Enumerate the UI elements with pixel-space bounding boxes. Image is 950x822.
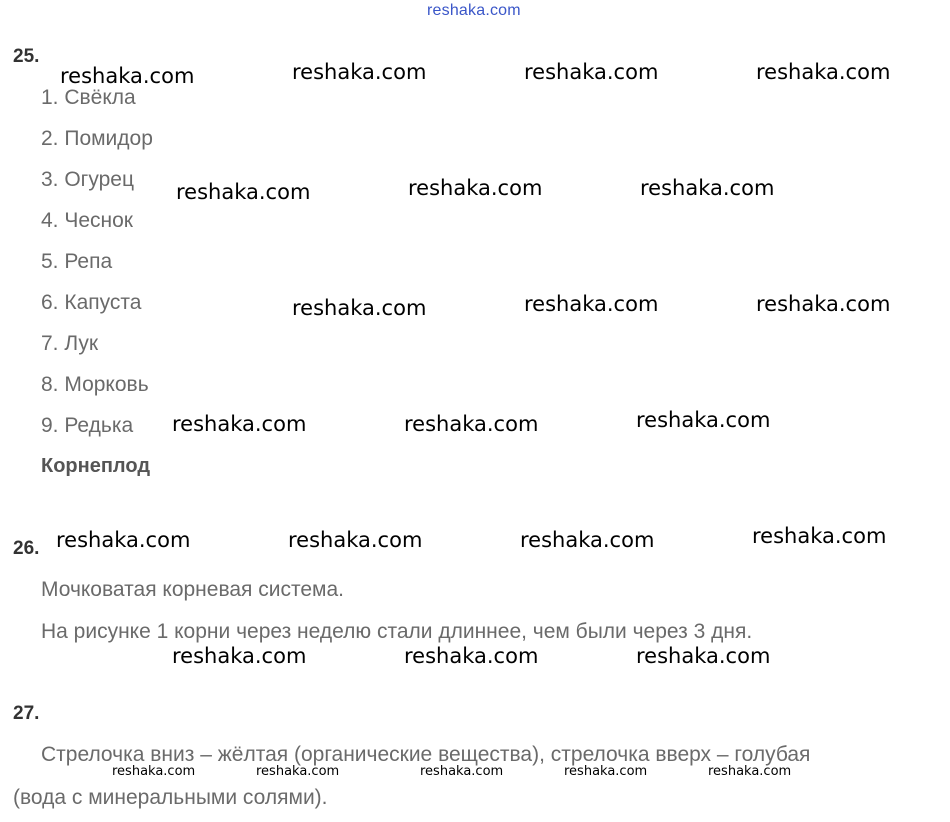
watermark: reshaka.com xyxy=(636,408,771,432)
watermark: reshaka.com xyxy=(756,292,891,316)
watermark: reshaka.com xyxy=(172,412,307,436)
watermark: reshaka.com xyxy=(636,644,771,668)
watermark: reshaka.com xyxy=(420,764,504,779)
watermark: reshaka.com xyxy=(172,644,307,668)
watermark: reshaka.com xyxy=(520,528,655,552)
list-item: 5. Репа xyxy=(41,250,113,273)
watermark: reshaka.com xyxy=(756,60,891,84)
watermark: reshaka.com xyxy=(708,764,792,779)
list-item: 3. Огурец xyxy=(41,168,134,191)
list-item: 2. Помидор xyxy=(41,127,153,150)
list-item: 4. Чеснок xyxy=(41,209,133,232)
watermark: reshaka.com xyxy=(524,292,659,316)
task-27-line-2: (вода с минеральными солями). xyxy=(13,786,328,809)
watermark: reshaka.com xyxy=(288,528,423,552)
watermark: reshaka.com xyxy=(404,412,539,436)
watermark: reshaka.com xyxy=(404,644,539,668)
watermark: reshaka.com xyxy=(60,64,195,88)
task-27-number: 27. xyxy=(13,703,40,724)
watermark: reshaka.com xyxy=(524,60,659,84)
task-25-number: 25. xyxy=(13,46,40,67)
header-watermark: reshaka.com xyxy=(427,2,521,19)
watermark: reshaka.com xyxy=(564,764,648,779)
watermark: reshaka.com xyxy=(292,60,427,84)
list-item: 8. Морковь xyxy=(41,373,149,396)
list-item: 9. Редька xyxy=(41,414,134,437)
task-26-line-2: На рисунке 1 корни через неделю стали длиннее, чем были через 3 дня. xyxy=(41,620,753,643)
watermark: reshaka.com xyxy=(752,524,887,548)
task-26-line-1: Мочковатая корневая система. xyxy=(41,578,345,601)
watermark: reshaka.com xyxy=(292,296,427,320)
list-item: 6. Капуста xyxy=(41,291,142,314)
watermark: reshaka.com xyxy=(56,528,191,552)
watermark: reshaka.com xyxy=(256,764,340,779)
watermark: reshaka.com xyxy=(408,176,543,200)
list-item: 1. Свёкла xyxy=(41,86,136,109)
watermark: reshaka.com xyxy=(640,176,775,200)
task-26-number: 26. xyxy=(13,538,40,559)
watermark: reshaka.com xyxy=(112,764,196,779)
task-25-answer: Корнеплод xyxy=(41,455,151,477)
list-item: 7. Лук xyxy=(41,332,99,355)
task-27-line-1: Стрелочка вниз – жёлтая (органические вещества), стрелочка вверх – голубая xyxy=(41,743,811,766)
watermark: reshaka.com xyxy=(176,180,311,204)
